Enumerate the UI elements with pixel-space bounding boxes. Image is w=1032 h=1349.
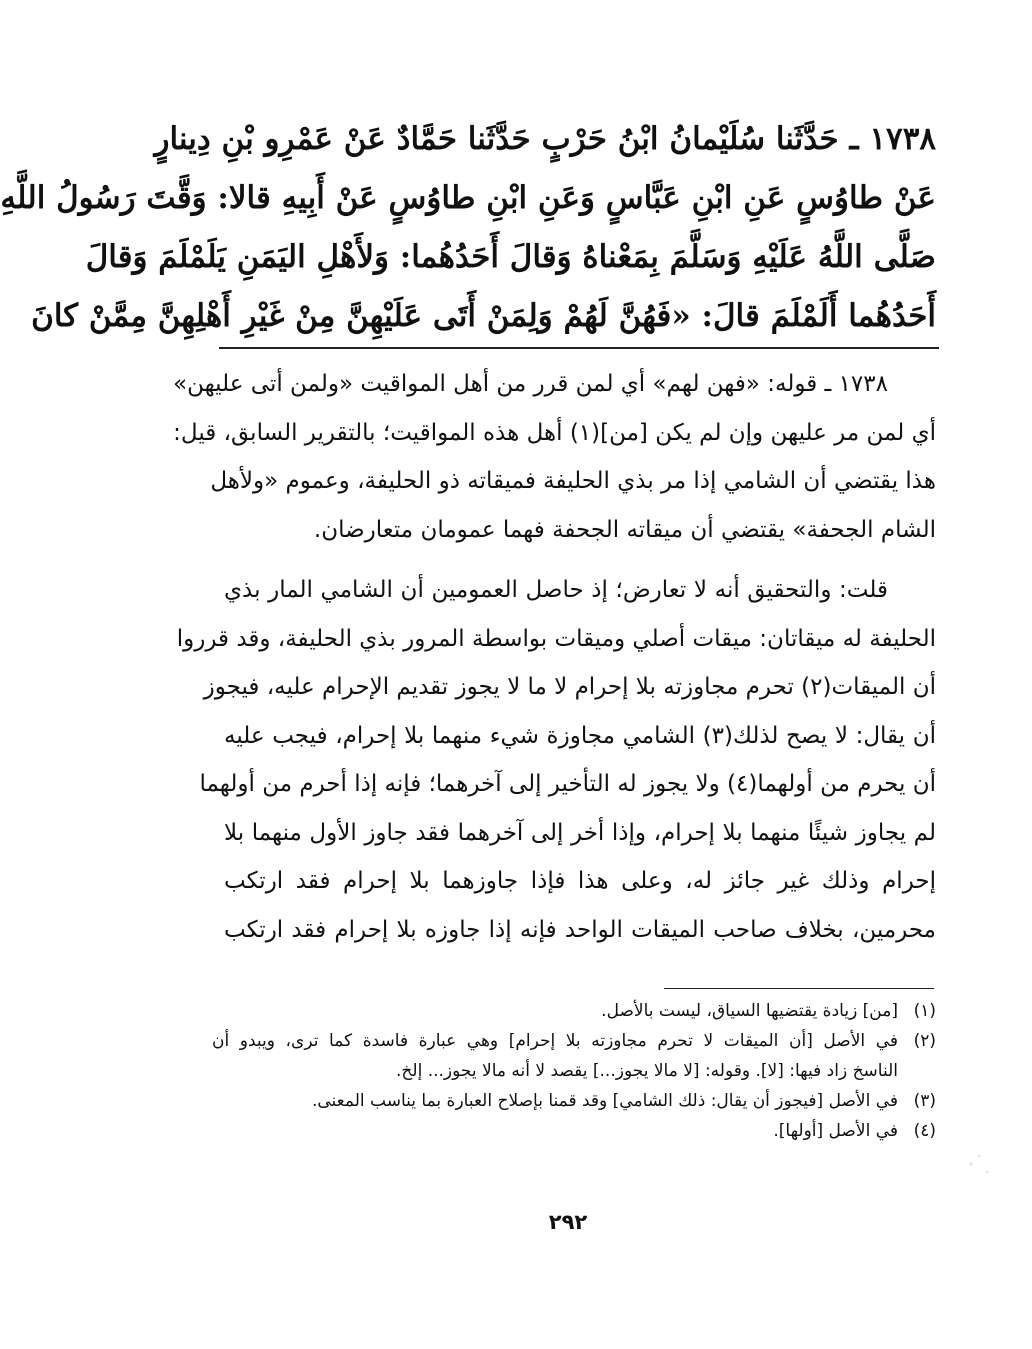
commentary-line: قلت: والتحقيق أنه لا تعارض؛ إذ حاصل العمومين أن الشامي المار بذي <box>224 577 888 603</box>
hadith-line: عَنْ طاوُسٍ عَنِ ابْنِ عَبَّاسٍ وَعَنِ ابْنِ طاوُسٍ عَنْ أَبِيهِ قالا: وَقَّتَ رَسُولُ اللَّهِ <box>0 180 936 216</box>
hadith-line: أَحَدُهُما أَلَمْلَمَ قالَ: «فَهُنَّ لَهُمْ وَلِمَنْ أَتَى عَلَيْهِنَّ مِنْ غَيْرِ أَهْلِهِنَّ مِمَّنْ كانَ <box>31 298 936 334</box>
footnote <box>212 1026 936 1086</box>
hadith-line: ١٧٣٨ ـ حَدَّثَنا سُلَيْمانُ ابْنُ حَرْبٍ حَدَّثَنا حَمَّادٌ عَنْ عَمْرِو بْنِ دِينارٍ <box>154 121 936 157</box>
commentary-line: هذا يقتضي أن الشامي إذا مر بذي الحليفة فميقاته ذو الحليفة، وعموم «ولأهل <box>210 468 936 494</box>
footnote-body <box>212 1116 898 1146</box>
footnote-separator-rule <box>664 988 934 989</box>
footnote-line: في الأصل [أولها]. <box>773 1121 898 1141</box>
footnote-number: (٢) <box>913 1031 936 1051</box>
commentary-line: لم يجاوز شيئًا منهما بلا إحرام، وإذا أخر إلى آخرهما فقد جاوز الأول منهما بلا <box>224 819 936 846</box>
commentary-line: أن الميقات(٢) تحرم مجاوزته بلا إحرام لا ما لا يجوز تقديم الإحرام عليه، فيجوز <box>203 674 936 700</box>
footnotes-block <box>212 996 936 1146</box>
footnote-number: (٤) <box>913 1121 936 1141</box>
page-number: ٢٩٢ <box>548 1210 588 1234</box>
footnote-body <box>212 1026 898 1086</box>
footnote-line: في الأصل [أن الميقات لا تحرم مجاوزته بلا إحرام] وهي عبارة فاسدة كما ترى، ويبدو أن <box>212 1031 898 1051</box>
footnote-body <box>212 996 898 1026</box>
commentary-line: ١٧٣٨ ـ قوله: «فهن لهم» أي لمن قرر من أهل المواقيت «ولمن أتى عليهن» <box>173 371 888 397</box>
footnote <box>212 1116 936 1146</box>
scan-speckle <box>959 1148 999 1188</box>
commentary-block <box>173 360 936 954</box>
commentary-line: إحرام وذلك غير جائز له، وعلى هذا فإذا جاوزهما بلا إحرام فقد ارتكب <box>224 868 936 894</box>
commentary-line: الحليفة له ميقاتان: ميقات أصلي وميقات بواسطة المرور بذي الحليفة، وقد قرروا <box>176 625 936 652</box>
footnote-line: [من] زيادة يقتضيها السياق، ليست بالأصل. <box>601 1001 898 1021</box>
commentary-paragraph <box>176 566 936 954</box>
footnote-line: في الأصل [فيجوز أن يقال: ذلك الشامي] وقد قمنا بإصلاح العبارة بما يناسب المعنى. <box>311 1091 898 1111</box>
footnote <box>212 996 936 1026</box>
commentary-paragraph <box>173 360 936 554</box>
footnote-body <box>212 1086 898 1116</box>
hadith-line: صَلَّى اللَّهُ عَلَيْهِ وَسَلَّمَ بِمَعْناهُ وَقالَ أَحَدُهُما: وَلأَهْلِ اليَمَنِ يَلَمْلَمَ وَقالَ <box>85 239 936 275</box>
commentary-line: أن يقال: لا يصح لذلك(٣) الشامي مجاوزة شيء منهما بلا إحرام، فيجب عليه <box>224 722 936 749</box>
hadith-text <box>0 110 936 346</box>
commentary-line: الشام الجحفة» يقتضي أن ميقاته الجحفة فهما عمومان متعارضان. <box>313 516 936 543</box>
commentary-line: أي لمن مر عليهن وإن لم يكن [من](١) أهل هذه المواقيت؛ بالتقرير السابق، قيل: <box>173 419 936 446</box>
commentary-line: أن يحرم من أولهما(٤) ولا يجوز له التأخير إلى آخرهما؛ فإنه إذا أحرم من أولهما <box>199 771 936 797</box>
text-separator-rule <box>219 347 939 349</box>
footnote-line: الناسخ زاد فيها: [لا]. وقوله: [لا مالا يجوز...] يقصد لا أنه مالا يجوز... إلخ. <box>396 1061 898 1081</box>
footnote-number: (٣) <box>913 1091 936 1111</box>
footnote-number: (١) <box>913 1001 936 1021</box>
footnote <box>212 1086 936 1116</box>
commentary-line: محرمين، بخلاف صاحب الميقات الواحد فإنه إذا جاوزه بلا إحرام فقد ارتكب <box>224 916 936 943</box>
